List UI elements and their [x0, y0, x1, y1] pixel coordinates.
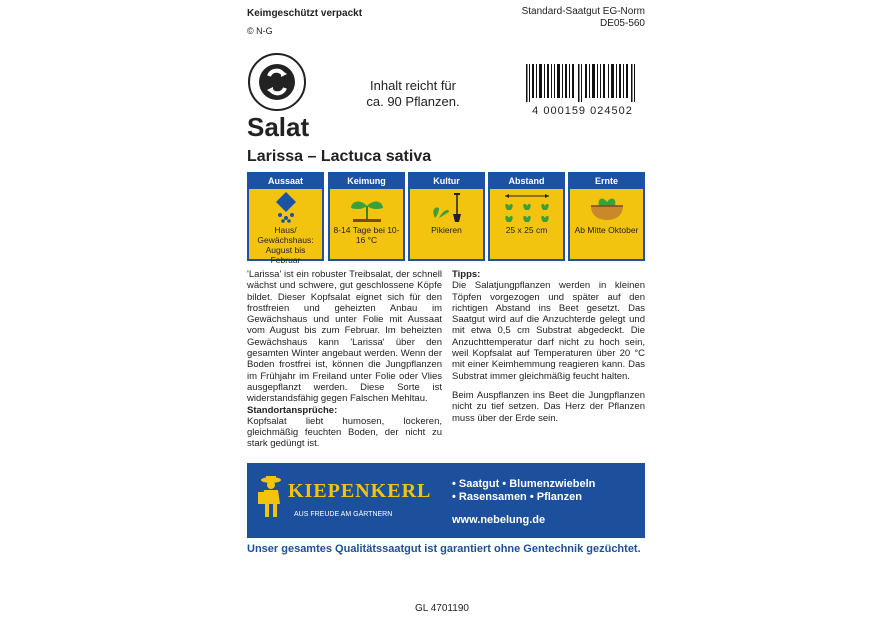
seed-packet-icon: [249, 189, 322, 225]
panel-text: Pikieren: [431, 225, 462, 235]
shovel-plant-icon: [410, 189, 483, 225]
seedling-icon: [330, 189, 403, 225]
spacing-icon: [490, 189, 563, 225]
harvest-bowl-icon: [570, 189, 643, 225]
panel-abstand: [488, 172, 565, 261]
standard-code: DE05-560: [599, 18, 645, 29]
panel-head: Kultur: [410, 174, 483, 189]
guarantee-note: Unser gesamtes Qualitätssaatgut ist garantiert ohne Gentechnik gezüchtet.: [247, 543, 641, 555]
standard-line: Standard-Saatgut EG-Norm: [521, 6, 645, 17]
gruener-punkt-logo: [247, 52, 307, 112]
product-title: Salat: [247, 112, 310, 142]
product-range-line1: • Saatgut • Blumenzwiebeln: [452, 478, 596, 490]
barcode-bars: [520, 64, 645, 102]
contents-line2: ca. 90 Pflanzen.: [366, 94, 460, 109]
contents-note: [358, 78, 468, 110]
panel-head: Ernte: [570, 174, 643, 189]
standard-label: [522, 6, 645, 30]
tips-paragraph-1: Die Salatjungpflanzen werden in kleinen Töpfen vorgezogen und später auf den richtigen Abstand ins Beet gesetzt. Das Saatgut wird auf die Anzuchterde gelegt und mit etwa 0,5 cm Substrat abgedeckt. Die Anzuchttemperatur darf nicht zu hoch sein, weil Kopfsalat auf Temperaturen über 20 °C mit einer Keimhemmung reagieren kann. Das Substrat immer gleichmäßig feucht halten.: [452, 280, 645, 382]
description-column: [247, 269, 442, 450]
product-subtitle: Larissa – Lactuca sativa: [247, 148, 432, 165]
tips-paragraph-2: Beim Auspflanzen ins Beet die Jungpflanzen nicht zu tief setzen. Das Herz der Pflanzen muss über der Erde sein.: [452, 389, 645, 424]
tips-heading: Tipps:: [452, 269, 481, 280]
panel-aussaat: [247, 172, 324, 265]
product-range: [452, 478, 595, 504]
kiepenkerl-figure-icon: [256, 474, 286, 520]
panel-text: Haus/ Gewächshaus: August bis Februar: [257, 225, 314, 265]
panel-head: Abstand: [490, 174, 563, 189]
packaging-note: Keimgeschützt verpackt: [247, 8, 363, 19]
kiepenkerl-logo: [256, 470, 432, 530]
panel-keimung: [328, 172, 405, 261]
article-code: GL 4701190: [415, 603, 469, 614]
barcode: [520, 64, 645, 117]
standort-text: Kopfsalat liebt humosen, lockeren, gleichmäßig feuchten Boden, der nicht zu stark gedüngt ist.: [247, 415, 442, 450]
product-range-line2: • Rasensamen • Pflanzen: [452, 491, 582, 503]
panel-ernte: [568, 172, 645, 261]
contents-line1: Inhalt reicht für: [370, 78, 456, 93]
brand-name: KIEPENKERL: [288, 480, 432, 502]
panel-text: 8-14 Tage bei 10-16 °C: [333, 225, 400, 245]
panel-text: 25 x 25 cm: [505, 225, 548, 235]
description-text: 'Larissa' ist ein robuster Treibsalat, der schnell wächst und schwere, gut geschlossene Köpfe bildet. Dieser Kopfsalat eignet sich für den frostfreien und geheizten Anbau im Gewächshaus und unter Folie mit Aussaat vom August bis zum Februar. Im beheizten Gewächshaus kann 'Larissa' über den gesamten Winter angebaut werden. Wenn der Boden frostfrei ist, können die Jungpflanzen im Frühjahr im Freiland unter Folie oder Vlies ausgepflanzt werden. Diese Sorte ist widerstandsfähig gegen Falschen Mehltau.: [247, 269, 442, 405]
barcode-number: 4 000159 024502: [532, 105, 633, 117]
website-link[interactable]: www.nebelung.de: [452, 514, 546, 526]
standort-heading: Standortansprüche:: [247, 404, 338, 416]
copyright-note: © N-G: [247, 26, 273, 36]
tips-column: [452, 269, 645, 424]
brand-tagline: AUS FREUDE AM GÄRTNERN: [294, 511, 393, 518]
panel-text: Ab Mitte Oktober: [574, 225, 639, 235]
panel-head: Keimung: [330, 174, 403, 189]
panel-kultur: [408, 172, 485, 261]
panel-head: Aussaat: [249, 174, 322, 189]
